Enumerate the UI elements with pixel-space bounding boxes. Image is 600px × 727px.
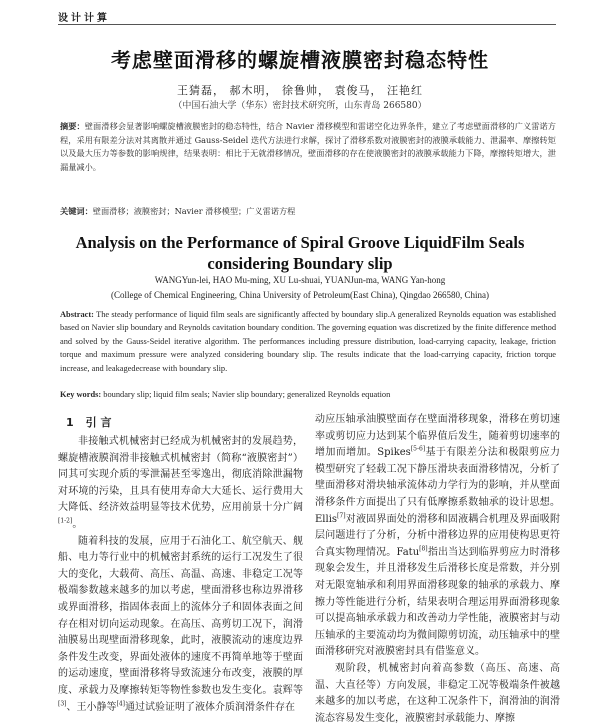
citation: [8] xyxy=(419,545,428,553)
english-title-line1: Analysis on the Performance of Spiral Groove LiquidFilm Seals xyxy=(75,233,525,252)
citation: [1-2] xyxy=(58,517,73,525)
chinese-authors: 王猜磊， 郝木明， 徐鲁帅， 袁俊马， 汪艳红 xyxy=(177,84,423,97)
citation: [5-6] xyxy=(410,445,426,453)
english-keywords-text: boundary slip; liquid film seals; Navier slip boundary; generalized Reynolds equation xyxy=(103,390,391,399)
english-keywords xyxy=(60,390,556,399)
chinese-abstract xyxy=(60,120,556,174)
chinese-keywords-label: 关键词： xyxy=(60,206,93,216)
english-abstract xyxy=(60,308,556,375)
chinese-affiliation: （中国石油大学（华东）密封技术研究所，山东青岛 266580） xyxy=(173,101,427,111)
chinese-keywords-text: 壁面滑移；液膜密封；Navier 滑移模型；广义雷诺方程 xyxy=(92,206,296,216)
body-column-left xyxy=(58,412,303,716)
section-heading xyxy=(66,412,303,434)
english-title-line2: considering Boundary slip xyxy=(207,254,393,273)
body-column-right xyxy=(315,412,560,727)
english-affiliation: (College of Chemical Engineering, China University of Petroleum(East China), Qingdao 266580, China) xyxy=(111,290,489,300)
chinese-title: 考虑壁面滑移的螺旋槽液膜密封稳态特性 xyxy=(111,48,489,72)
paragraph: 非接触式机械密封已经成为机械密封的发展趋势，螺旋槽液膜润滑非接触式机械密封（简称“液膜密封”）同其可实现介质的零泄漏甚至零逸出，彻底消除泄漏物对环境的污染，且具有使用寿命大大延长、运行费用大大降低、经济效益明显等技术优势，应用前景十分广阔[1-2]。 xyxy=(58,436,303,530)
chinese-abstract-label: 摘要： xyxy=(60,121,85,131)
citation: [3] xyxy=(58,700,67,708)
paragraph: 随着科技的发展，应用于石油化工、航空航天、舰船、电力等行业中的机械密封系统的运行工况发生了很大的变化，大载荷、高压、高温、高速、非稳定工况等极端参数越来越多的加以考虑，壁面滑移也称边界滑移或界面滑移，指固体表面上的流体分子和固体表面之间存在相对切向运动现象。在高压、高剪切工况下，润滑油膜易出现壁面滑移现象，此时，液膜流动的速度边界条件发生改变，界面处液体的速度不再简单地等于壁面的运动速度，壁面滑移将导致流速分布改变，液膜的厚度、承载力及摩擦转矩等物性参数也发生变化。袁辉等[3]、王小静等[4]通过试验证明了液体介质润滑条件存在 xyxy=(58,535,303,713)
section-tag: 设计计算 xyxy=(58,13,110,24)
header-rule xyxy=(58,24,556,25)
english-authors: WANGYun-lei, HAO Mu-ming, XU Lu-shuai, YUANJun-ma, WANG Yan-hong xyxy=(154,275,446,285)
paragraph: 动应压轴承油膜壁面存在壁面滑移现象，滑移在剪切速率或剪切应力达到某个临界值后发生，随着剪切速率的增加而增加。Spikes[5-6]基于有限差分法和极限剪应力模型研究了轻载工况下静压滑块表面滑移情况，分析了壁面滑移对滑块轴承流体动力学行为的影响，并从壁面滑移条件方面提出了只有低摩擦系数轴承的设计思想。Ellis[7]对液固界面处的滑移和固液耦合机理及界面吸附层问题进行了分析，分析中滑移边界的应用使构思更符合真实物理情况。Fatu[8]指出当达到临界剪应力时滑移现象会发生，并且滑移发生后滑移长度是常数，并分别对无限宽轴承和利用界面滑移现象的轴承的承载力、摩擦力等性能进行分析，结果表明合理运用界面滑移现象可以提高轴承承载力和改善动力学性能，液膜密封与动压轴承的主要流动均为微间隙剪切流，动压轴承中的壁面滑移研究对液膜密封具有借鉴意义。 xyxy=(315,414,561,658)
citation: [4] xyxy=(116,700,125,708)
english-abstract-text: The steady performance of liquid film seals are significantly affected by boundary slip.A generalized Reynolds equation was established based on Navier slip boundary and Reynolds cavitation boundary condition. The governing equation was discretized by the finite difference method and solved by the Gauss-Seidel iterative algorithm. The performances including pressure distribution, load-carrying capacity, leakage, friction torque and maximum pressure were analyzed considering boundary slip. The results indicate that the load-carrying capacity, friction torque increase, and leakagedecrease with boundary slip. xyxy=(60,310,557,373)
section-number: 1 xyxy=(66,416,74,429)
english-abstract-label: Abstract: xyxy=(60,310,94,319)
section-title: 引 言 xyxy=(85,416,112,429)
paragraph: 观阶段，机械密封向着高参数（高压、高速、高温、大直径等）方向发展，非稳定工况等极端条件被越来越多的加以考虑，在这种工况条件下，润滑油的润滑流态容易发生变化，液膜密封承载能力、摩擦 xyxy=(315,662,560,724)
citation: [7] xyxy=(337,512,346,520)
english-keywords-label: Key words: xyxy=(60,390,102,399)
chinese-keywords xyxy=(60,205,556,218)
english-title xyxy=(40,232,560,274)
chinese-abstract-text: 壁面滑移会显著影响螺旋槽液膜密封的稳态特性，结合 Navier 滑移模型和雷诺空化边界条件，建立了考虑壁面滑移的广义雷诺方程，采用有限差分法对其离散并通过 Gauss-Seidel 迭代方法进行求解，探讨了滑移系数对液膜密封的液膜承载能力、泄漏率、摩擦转矩以及最大压力等参数的影响规律，结果表明：相比于无就滑移情况，壁面滑移的存在使液膜密封的液膜承载能力下降，摩擦转矩增大，泄漏量减小。 xyxy=(60,121,556,172)
